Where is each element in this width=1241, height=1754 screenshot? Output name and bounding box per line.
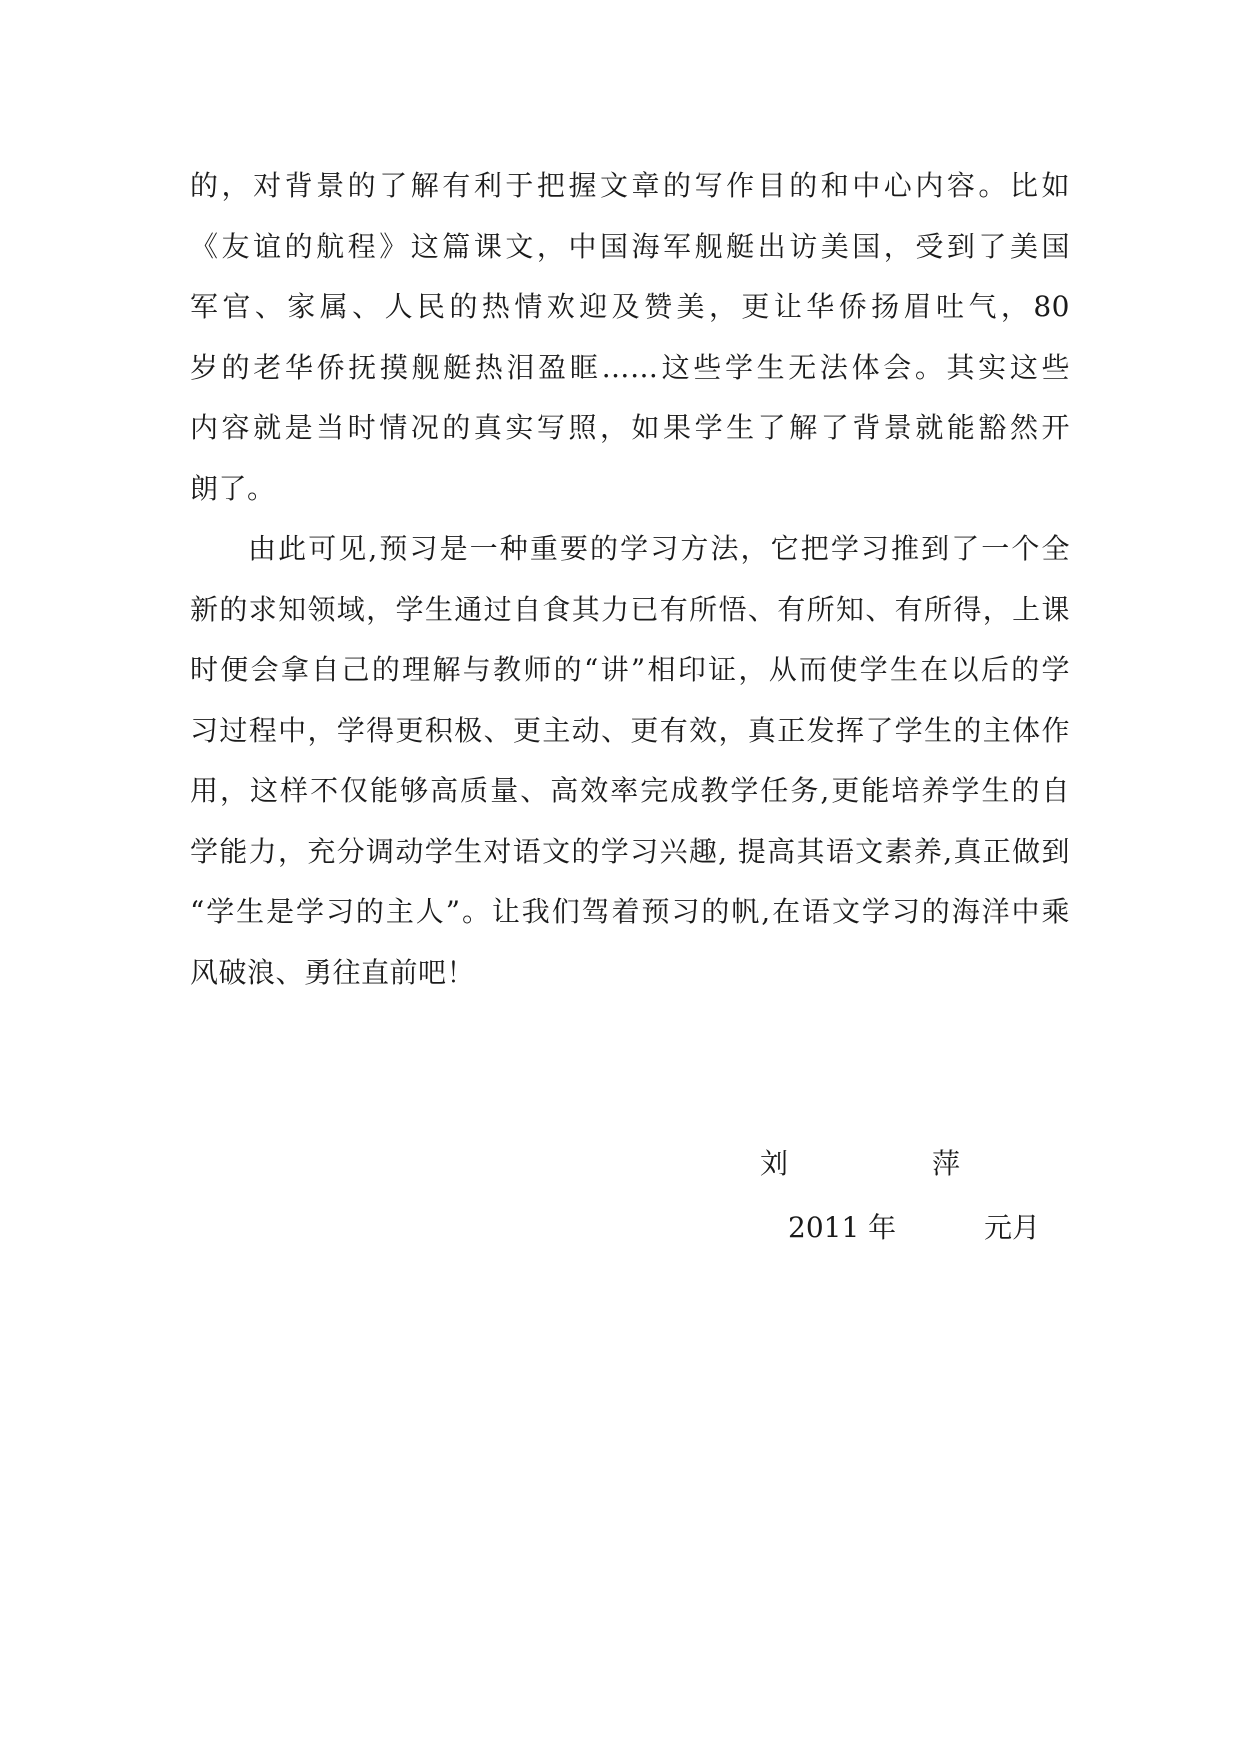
body-text (190, 156, 1070, 1003)
text-line: 用，这样不仅能够高质量、高效率完成教学任务,更能培养学生的自 (190, 774, 1070, 807)
text-line: 岁的老华侨抚摸舰艇热泪盈眶……这些学生无法体会。其实这些 (190, 350, 1070, 384)
text-line: 风破浪、勇往直前吧！ (190, 955, 476, 989)
text-line: 的，对背景的了解有利于把握文章的写作目的和中心内容。比如 (190, 169, 1070, 202)
text-line: 学能力，充分调动学生对语文的学习兴趣, 提高其语文素养,真正做到 (190, 834, 1070, 868)
paragraph-2 (190, 519, 1070, 1003)
author-surname: 刘 (760, 1147, 789, 1180)
signature-month: 元月 (984, 1211, 1041, 1244)
signature-year: 2011 年 (788, 1211, 897, 1244)
text-line: 内容就是当时情况的真实写照，如果学生了解了背景就能豁然开 (190, 411, 1070, 444)
text-line: “学生是学习的主人”。让我们驾着预习的帆,在语文学习的海洋中乘 (190, 895, 1070, 928)
text-line: 习过程中，学得更积极、更主动、更有效，真正发挥了学生的主体作 (190, 713, 1070, 747)
paragraph-1 (190, 156, 1070, 519)
text-line: 军官、家属、人民的热情欢迎及赞美，更让华侨扬眉吐气，80 (190, 290, 1070, 323)
text-line: 朗了。 (190, 471, 276, 505)
text-line: 《友谊的航程》这篇课文，中国海军舰艇出访美国，受到了美国 (190, 229, 1070, 263)
text-line: 新的求知领域，学生通过自食其力已有所悟、有所知、有所得，上课 (190, 592, 1070, 626)
text-line: 时便会拿自己的理解与教师的“讲”相印证，从而使学生在以后的学 (190, 653, 1070, 686)
text-line: 由此可见,预习是一种重要的学习方法，它把学习推到了一个全 (248, 532, 1070, 565)
author-given-name: 萍 (932, 1147, 961, 1180)
